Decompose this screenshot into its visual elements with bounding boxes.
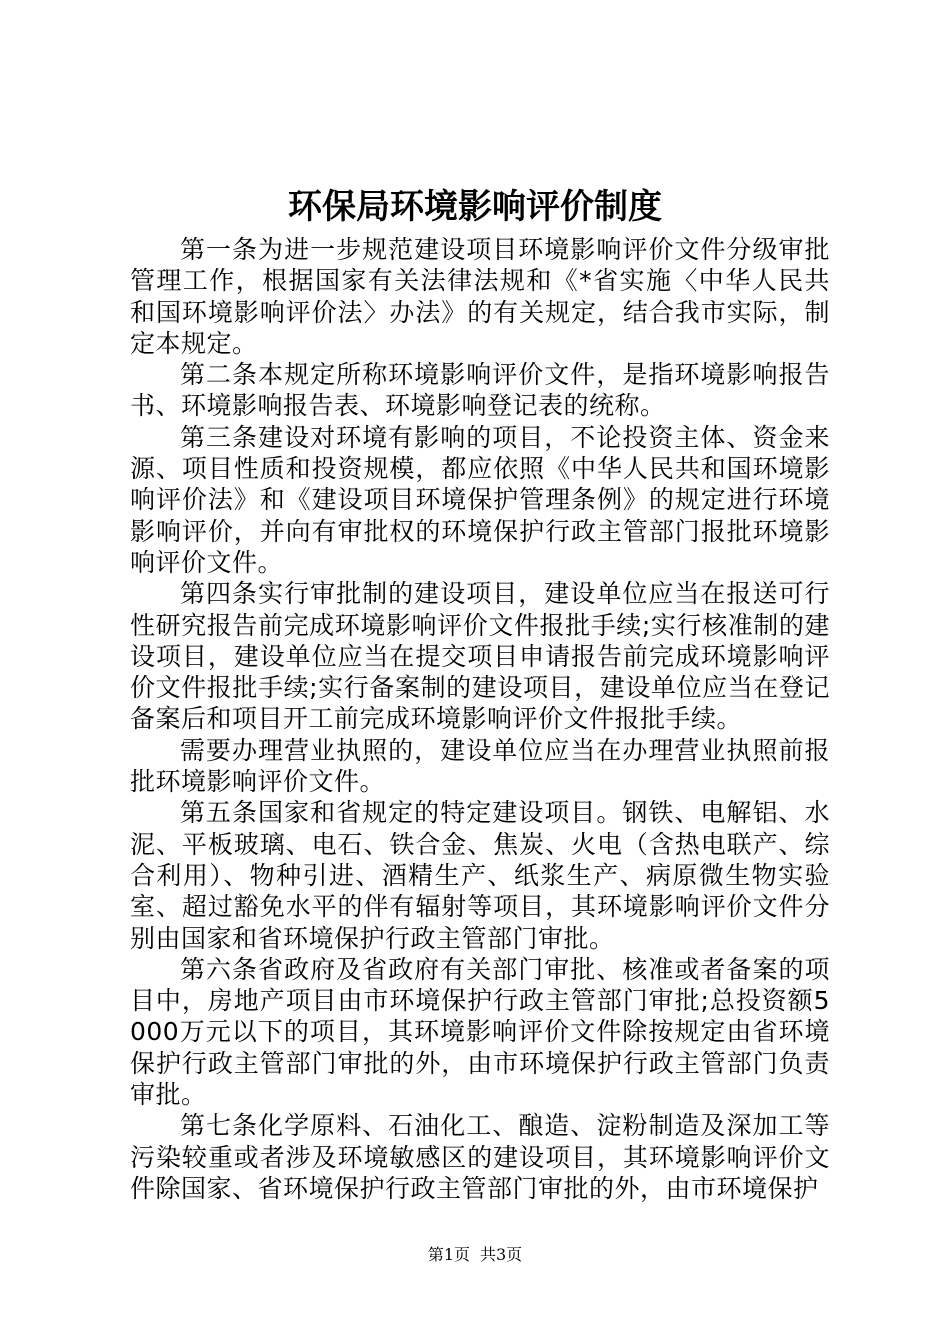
paragraph-article-6: 第六条省政府及省政府有关部门审批、核准或者备案的项目中，房地产项目由市环境保护行政主管部门审批;总投资额5000万元以下的项目，其环境影响评价文件除按规定由省环境保护行政主管部门审批的外，由市环境保护行政主管部门负责审批。 [130, 954, 830, 1110]
paragraph-article-5: 第五条国家和省规定的特定建设项目。钢铁、电解铝、水泥、平板玻璃、电石、铁合金、焦炭、火电（含热电联产、综合利用）、物种引进、酒精生产、纸浆生产、病原微生物实验室、超过豁免水平的伴有辐射等项目，其环境影响评价文件分别由国家和省环境保护行政主管部门审批。 [130, 798, 830, 953]
document-title: 环保局环境影响评价制度 [288, 187, 662, 227]
page-footer [0, 1244, 950, 1266]
paragraph-business-license: 需要办理营业执照的，建设单位应当在办理营业执照前报批环境影响评价文件。 [130, 735, 830, 797]
paragraph-article-4: 第四条实行审批制的建设项目，建设单位应当在报送可行性研究报告前完成环境影响评价文件报批手续;实行核准制的建设项目，建设单位应当在提交项目申请报告前完成环境影响评价文件报批手续;实行备案制的建设项目，建设单位应当在登记备案后和项目开工前完成环境影响评价文件报批手续。 [130, 579, 830, 734]
page-number-total: 共3页 [480, 1245, 523, 1264]
paragraph-article-1: 第一条为进一步规范建设项目环境影响评价文件分级审批管理工作，根据国家有关法律法规和《*省实施〈中华人民共和国环境影响评价法〉办法》的有关规定，结合我市实际，制定本规定。 [130, 235, 830, 358]
paragraph-article-2: 第二条本规定所称环境影响评价文件，是指环境影响报告书、环境影响报告表、环境影响登记表的统称。 [130, 360, 830, 421]
paragraph-article-7: 第七条化学原料、石油化工、酿造、淀粉制造及深加工等污染较重或者涉及环境敏感区的建设项目，其环境影响评价文件除国家、省环境保护行政主管部门审批的外，由市环境保护 [130, 1111, 830, 1203]
paragraph-article-3: 第三条建设对环境有影响的项目，不论投资主体、资金来源、项目性质和投资规模，都应依照《中华人民共和国环境影响评价法》和《建设项目环境保护管理条例》的规定进行环境影响评价，并向有审批权的环境保护行政主管部门报批环境影响评价文件。 [130, 422, 830, 577]
document-body [130, 234, 830, 1204]
page-number-current: 第1页 [427, 1245, 470, 1264]
